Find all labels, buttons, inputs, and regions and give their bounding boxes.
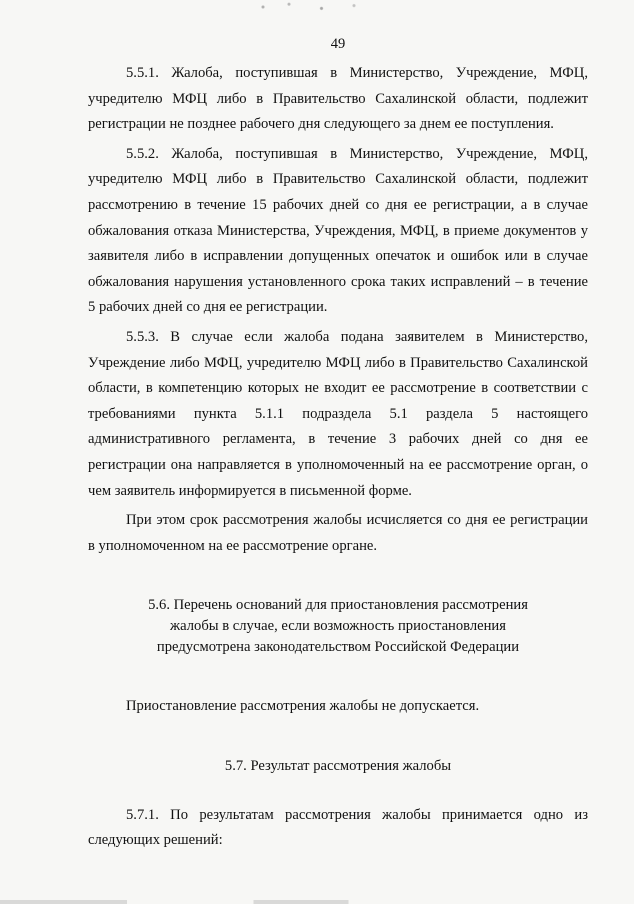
scan-edge (0, 900, 634, 904)
paragraph-5-5-2: 5.5.2. Жалоба, поступившая в Министерство, Учреждение, МФЦ, учредителю МФЦ либо в Правительство Сахалинской области, подлежит рассмотрению в течение 15 рабочих дней со дня ее регистрации, а в случае обжалования отказа Министерства, Учреждения, МФЦ, в приеме документов у заявителя либо в исправлении допущенных опечаток и ошибок или в случае обжалования нарушения установленного срока таких исправлений – в течение 5 рабочих дней со дня ее регистрации. (88, 145, 588, 316)
paragraph-5-5-3: 5.5.3. В случае если жалоба подана заявителем в Министерство, Учреждение либо МФЦ, учредителю МФЦ либо в Правительство Сахалинской области, в компетенцию которых не входит ее рассмотрение в соответствии с требованиями пункта 5.1.1 подраздела 5.1 раздела 5 настоящего административного регламента, в течение 3 рабочих дней со дня ее регистрации она направляется в уполномоченный на ее рассмотрение орган, о чем заявитель информируется в письменной форме. (88, 328, 588, 499)
paragraph-term: При этом срок рассмотрения жалобы исчисляется со дня ее регистрации в уполномоченном на ее рассмотрение органе. (88, 512, 588, 554)
page-number: 49 (330, 36, 346, 52)
scan-artifact (250, 0, 380, 14)
section-heading-5-7: 5.7. Результат рассмотрения жалобы (224, 757, 452, 774)
heading-line: жалобы в случае, если возможность приостановления (170, 618, 506, 635)
section-heading-5-6 (88, 595, 588, 658)
document-page (88, 36, 588, 854)
heading-line: предусмотрена законодательством Российской Федерации (156, 639, 520, 656)
paragraph-suspension: Приостановление рассмотрения жалобы не допускается. (126, 698, 480, 715)
heading-line: 5.6. Перечень оснований для приостановления рассмотрения (148, 597, 528, 614)
paragraph-5-5-1: 5.5.1. Жалоба, поступившая в Министерство, Учреждение, МФЦ, учредителю МФЦ либо в Правительство Сахалинской области, подлежит регистрации не позднее рабочего дня следующего за днем ее поступления. (88, 65, 588, 133)
paragraph-5-7-1: 5.7.1. По результатам рассмотрения жалобы принимается одно из следующих решений: (88, 806, 588, 849)
